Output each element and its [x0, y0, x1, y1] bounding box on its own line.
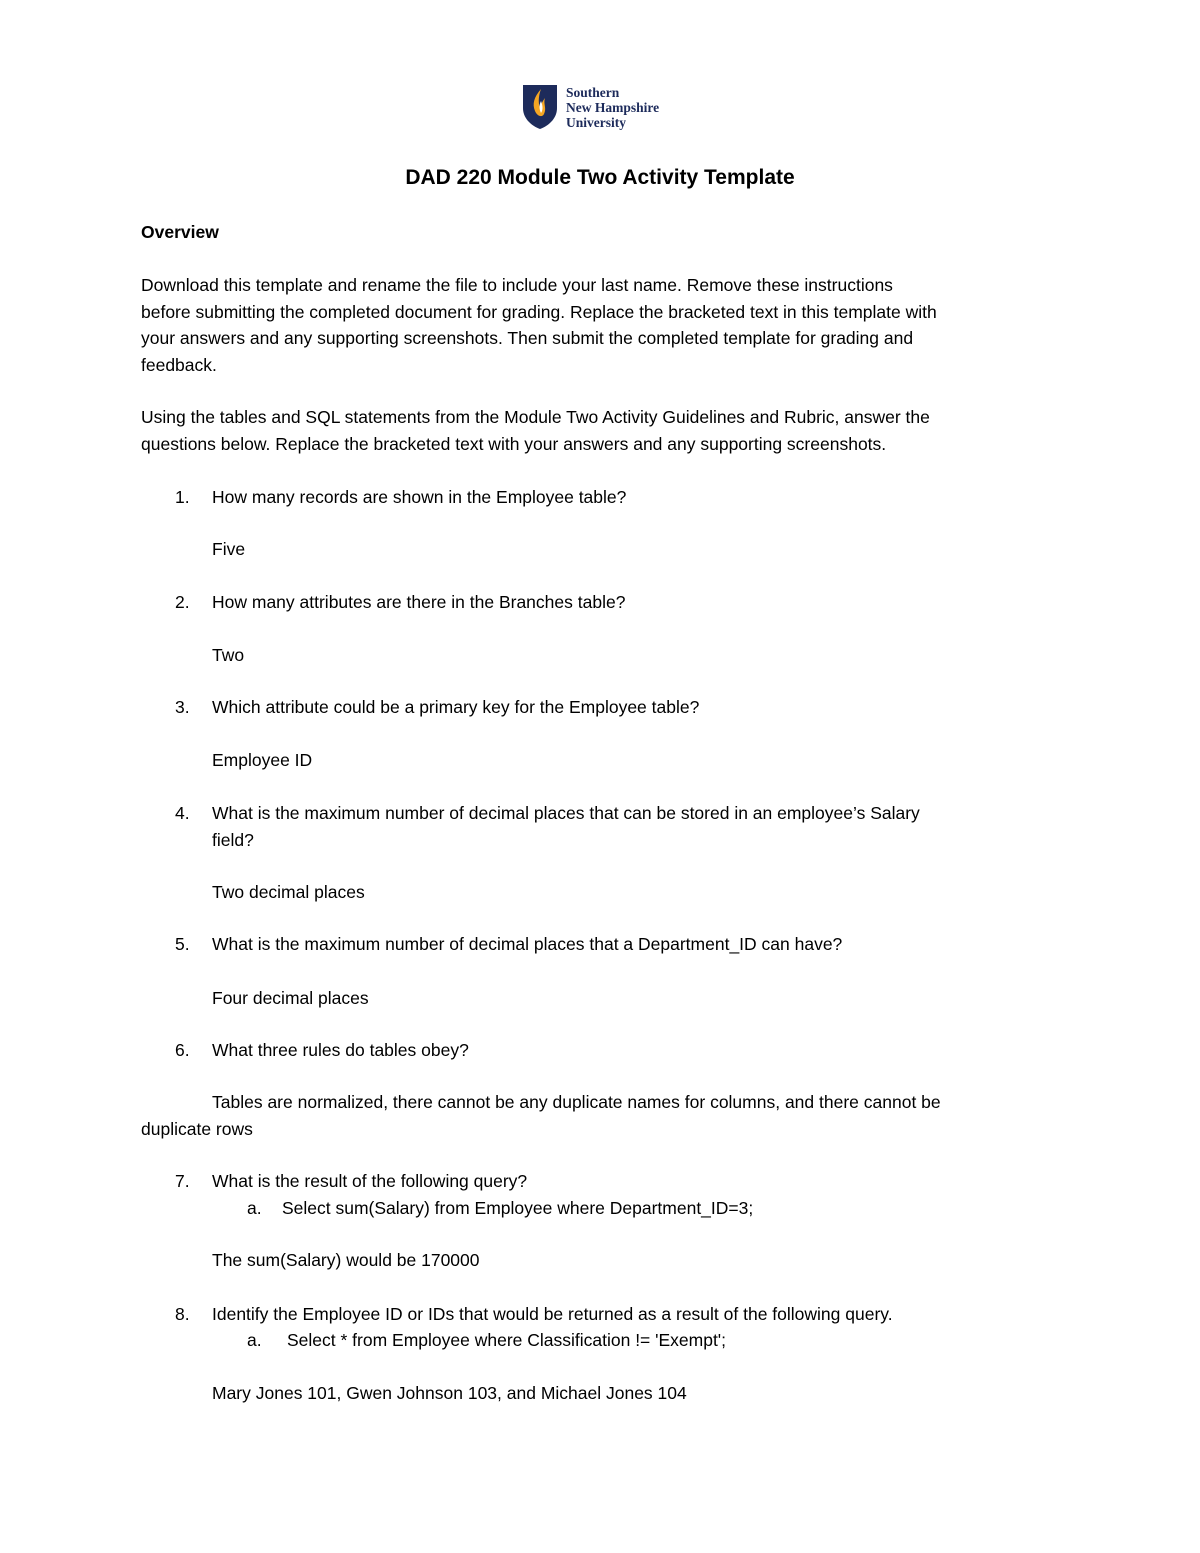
answer-text: The sum(Salary) would be 170000	[212, 1250, 480, 1270]
overview-paragraph-1-line-1: Download this template and rename the file to include your last name. Remove these instructions	[141, 275, 893, 295]
answer-text-line-2: duplicate rows	[141, 1119, 253, 1139]
question-text: Identify the Employee ID or IDs that would be returned as a result of the following query.	[212, 1304, 893, 1324]
question-number: 2.	[175, 592, 190, 612]
logo-line-new-hampshire: New Hampshire	[566, 100, 660, 115]
question-text-line-1: What is the maximum number of decimal places that can be stored in an employee’s Salary	[212, 803, 920, 823]
question-text: How many records are shown in the Employee table?	[212, 487, 627, 507]
answer-text: Two decimal places	[212, 882, 365, 902]
question-text-line-2: field?	[212, 829, 254, 850]
answer-text: Mary Jones 101, Gwen Johnson 103, and Michael Jones 104	[212, 1383, 687, 1403]
question-number: 6.	[175, 1040, 190, 1060]
answer-text: Two	[212, 645, 245, 665]
question-text: What three rules do tables obey?	[212, 1040, 469, 1060]
answer-text: Employee ID	[212, 750, 313, 770]
question-number: 1.	[175, 487, 190, 507]
sub-item-label: a.	[247, 1330, 262, 1350]
logo-wordmark	[566, 85, 659, 130]
question-text: How many attributes are there in the Branches table?	[212, 592, 626, 612]
question-text: What is the result of the following query?	[212, 1171, 528, 1191]
snhu-shield-flame-icon	[522, 84, 558, 130]
question-number: 5.	[175, 934, 190, 954]
question-number: 4.	[175, 803, 190, 823]
snhu-logo	[522, 84, 659, 130]
document-title: DAD 220 Module Two Activity Template	[405, 166, 795, 189]
overview-paragraph-1-line-4: feedback.	[141, 354, 217, 375]
answer-text: Four decimal places	[212, 988, 369, 1008]
question-number: 7.	[175, 1171, 190, 1191]
overview-heading: Overview	[141, 222, 219, 242]
question-text: What is the maximum number of decimal places that a Department_ID can have?	[212, 934, 843, 954]
overview-paragraph-2-line-2: questions below. Replace the bracketed text with your answers and any supporting screenshots.	[141, 433, 887, 454]
sql-query-text: Select sum(Salary) from Employee where Department_ID=3;	[282, 1198, 754, 1218]
question-number: 8.	[175, 1304, 190, 1324]
sub-item-label: a.	[247, 1198, 262, 1218]
logo-line-southern: Southern	[566, 85, 620, 100]
overview-paragraph-1-line-2: before submitting the completed document for grading. Replace the bracketed text in this template with	[141, 301, 937, 322]
overview-paragraph-1-line-3: your answers and any supporting screenshots. Then submit the completed template for grading and	[141, 328, 914, 348]
sql-query-text: Select * from Employee where Classification != 'Exempt';	[287, 1330, 727, 1350]
overview-paragraph-2-line-1: Using the tables and SQL statements from the Module Two Activity Guidelines and Rubric, answer the	[141, 407, 930, 427]
question-number: 3.	[175, 697, 190, 717]
answer-text-line-1: Tables are normalized, there cannot be any duplicate names for columns, and there cannot be	[212, 1092, 941, 1112]
answer-text: Five	[212, 539, 246, 559]
question-text: Which attribute could be a primary key for the Employee table?	[212, 697, 700, 717]
logo-line-university: University	[566, 115, 626, 130]
